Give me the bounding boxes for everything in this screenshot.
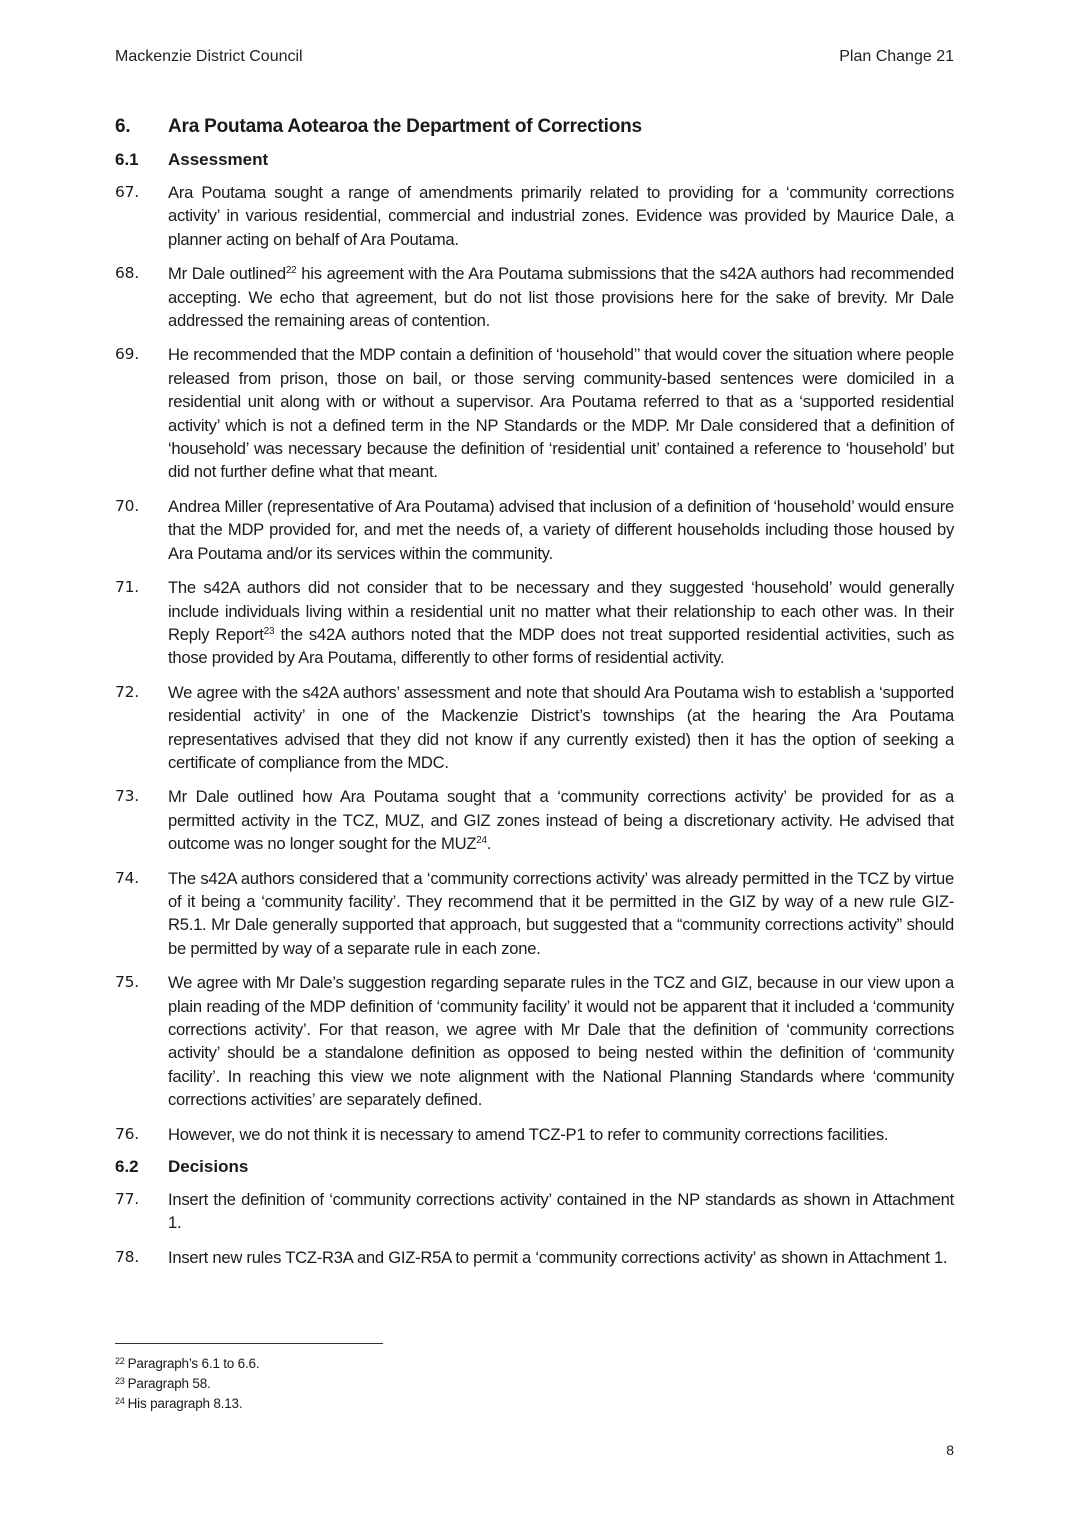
paragraph-number: 76.	[115, 1124, 139, 1143]
paragraph-72	[115, 681, 954, 775]
paragraph-number: 73.	[115, 787, 139, 806]
paragraph-69	[115, 343, 954, 483]
header-organisation: Mackenzie District Council	[115, 48, 303, 65]
page-header	[115, 48, 954, 66]
footnote-ref-24[interactable]: 24	[476, 835, 487, 847]
paragraph-text: Insert new rules TCZ-R3A and GIZ-R5A to permit a ‘community corrections activity’ as shown in Attachment 1.	[168, 1247, 948, 1267]
paragraph-number: 67.	[115, 183, 139, 201]
subsection-number: 6.1	[115, 150, 139, 169]
footnote-23: $^{23}$ Paragraph 58.	[115, 1376, 211, 1391]
subsection-title: Assessment	[168, 150, 269, 169]
paragraph-text: Ara Poutama sought a range of amendments primarily related to providing for a ‘community corrections activity’ in various residential, commercial and industrial zones. Evidence was provided by Maurice Dale, a planner acting on behalf of Ara Poutama.	[168, 183, 954, 249]
footnote-separator	[115, 1343, 383, 1344]
footnote-24: $^{24}$ His paragraph 8.13.	[115, 1396, 243, 1411]
footnote-ref-22[interactable]: 22	[285, 265, 297, 277]
paragraph-74	[115, 867, 954, 961]
paragraph-number: 75.	[115, 973, 139, 992]
paragraph-76	[115, 1123, 954, 1146]
page-number: 8	[946, 1442, 954, 1458]
section-heading	[115, 116, 954, 138]
paragraph-number: 78.	[115, 1247, 139, 1266]
paragraph-68	[115, 262, 954, 332]
paragraph-77	[115, 1188, 954, 1235]
paragraph-text: Andrea Miller (representative of Ara Poutama) advised that inclusion of a definition of ‘household’ would ensure that the MDP provided for, and met the needs of, a variety of different households including those housed by Ara Poutama and/or its services within the community.	[168, 496, 954, 563]
paragraph-text: The s42A authors did not consider that to be necessary and they suggested ‘household’ would generally include individuals living within a residential unit no matter what their relationship to each other was. In their Reply Report$^{23}$ the s42A authors noted that the MDP does not treat supported residential activities, such as those provided by Ara Poutama, differently to other forms of residential activity.	[168, 578, 954, 668]
section-number: 6.	[115, 116, 131, 137]
paragraph-number: 71.	[115, 578, 139, 597]
paragraph-text: Insert the definition of ‘community corrections activity’ contained in the NP standards as shown in Attachment 1.	[168, 1190, 954, 1233]
paragraph-text: Mr Dale outlined how Ara Poutama sought that a ‘community corrections activity’ be provided for as a permitted activity in the TCZ, MUZ, and GIZ zones instead of being a discretionary activity. He advised that outcome was no longer sought for the MUZ$^{24}$.	[168, 787, 954, 854]
paragraph-78	[115, 1246, 954, 1269]
paragraph-number: 68.	[115, 264, 139, 283]
paragraph-75	[115, 971, 954, 1111]
section-title: Ara Poutama Aotearoa the Department of Corrections	[168, 116, 642, 137]
page-content	[115, 116, 954, 1280]
footnotes	[115, 1354, 259, 1414]
paragraph-text: He recommended that the MDP contain a definition of ‘household’’ that would cover the situation where people released from prison, those on bail, or those serving community-based sentences were domiciled in a residential unit along with or without a supervisor. Ara Poutama referred to that as a ‘supported residential activity’ which is not a defined term in the NP Standards or the MDP. Mr Dale considered that a definition of ‘household’ was necessary because the definition of ‘residential unit’ contained a reference to ‘household’ but did not further define what that meant.	[168, 345, 954, 482]
paragraph-number: 74.	[115, 868, 139, 887]
paragraph-text: Mr Dale outlined$^{22}$ his agreement with the Ara Poutama submissions that the s42A authors had recommended accepting. We echo that agreement, but do not list those provisions here for the sake of brevity. Mr Dale addressed the remaining areas of contention.	[168, 264, 954, 331]
subsection-heading-decisions	[115, 1157, 954, 1177]
subsection-heading-assessment	[115, 150, 954, 170]
footnote-22: $^{22}$ Paragraph’s 6.1 to 6.6.	[115, 1356, 260, 1371]
paragraph-number: 69.	[115, 345, 139, 364]
paragraph-number: 70.	[115, 496, 139, 515]
paragraph-71	[115, 576, 954, 670]
paragraph-text: We agree with the s42A authors’ assessment and note that should Ara Poutama wish to establish a ‘supported residential activity’ in one of the Mackenzie District’s townships (at the hearing the Ara Poutama representatives advised that they did not know if any currently existed) then it has the option of seeking a certificate of compliance from the MDC.	[168, 682, 954, 772]
subsection-title: Decisions	[168, 1157, 249, 1177]
subsection-number: 6.2	[115, 1157, 139, 1177]
header-document-title: Plan Change 21	[839, 48, 954, 65]
paragraph-text: We agree with Mr Dale’s suggestion regarding separate rules in the TCZ and GIZ, because in our view upon a plain reading of the MDP definition of ‘community facility’ it would not be apparent that it included a ‘community corrections activity’. For that reason, we agree with Mr Dale that the definition of ‘community corrections activity’ should be a standalone definition as opposed to being nested within the definition of ‘community facility’. In reaching this view we note alignment with the National Planning Standards where ‘community corrections activities’ are separately defined.	[168, 973, 954, 1110]
paragraph-67	[115, 181, 954, 251]
paragraph-73	[115, 785, 954, 855]
paragraph-number: 77.	[115, 1190, 139, 1209]
paragraph-70	[115, 495, 954, 565]
paragraph-text: However, we do not think it is necessary to amend TCZ-P1 to refer to community corrections facilities.	[168, 1124, 889, 1144]
paragraph-number: 72.	[115, 682, 139, 701]
paragraph-text: The s42A authors considered that a ‘community corrections activity’ was already permitted in the TCZ by virtue of it being a ‘community facility’. They recommend that it be permitted in the GIZ by way of a new rule GIZ-R5.1. Mr Dale generally supported that approach, but suggested that a “community corrections activity” should be permitted by way of a separate rule in each zone.	[168, 868, 954, 958]
footnote-ref-23[interactable]: 23	[263, 625, 275, 637]
